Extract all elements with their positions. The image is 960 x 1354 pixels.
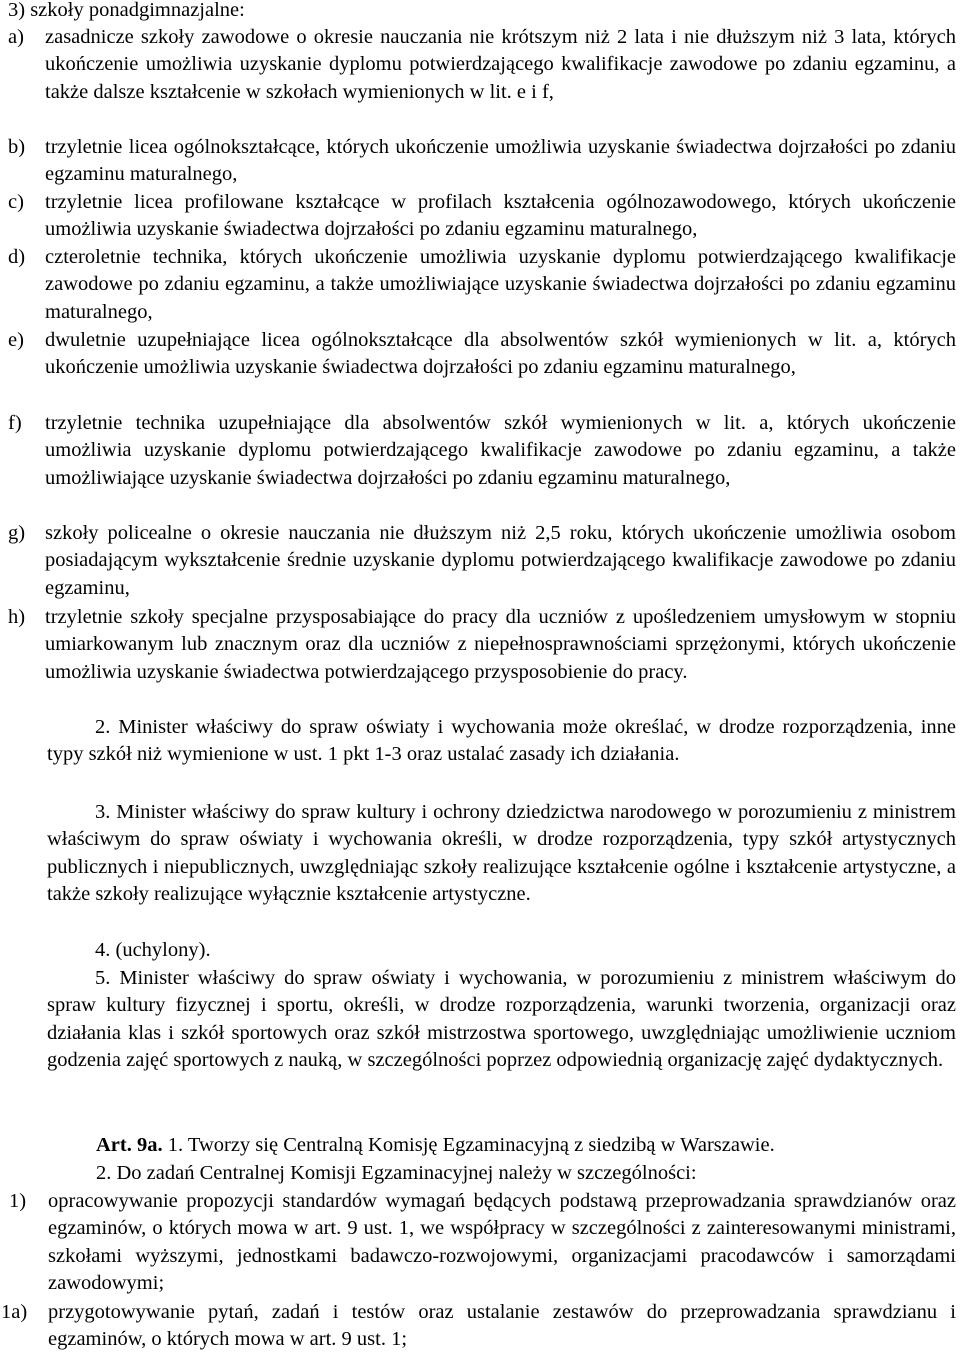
task-item-1a: [1, 1299, 956, 1354]
list-item-c: [8, 189, 956, 244]
list-item-text: czteroletnie technika, których ukończenie umożliwia uzyskanie dyplomu potwierdzającego kwalifikacje zawodowe po zdaniu egzaminu, a także umożliwiające uzyskanie świadectwa dojrzałości po zdaniu egzaminu maturalnego,: [45, 246, 956, 323]
list-item-f: [8, 410, 956, 492]
article-label: Art. 9a.: [96, 1134, 163, 1156]
task-item-text: przygotowywanie pytań, zadań i testów oraz ustalanie zestawów do przeprowadzania sprawdzianu i egzaminów, o których mowa w art. 9 ust. 1;: [48, 1301, 956, 1351]
list-item-e: [8, 327, 956, 382]
paragraph-3: 3. Minister właściwy do spraw kultury i ochrony dziedzictwa narodowego w porozumieniu z ministrem właściwym do spraw oświaty i wychowania określi, w drodze rozporządzenia, typy szkół artystycznych publicznych i niepublicznych, uwzględniając szkoły realizujące kształcenie ogólne i kształcenie artystyczne, a także szkoły realizujące wyłącznie kształcenie artystyczne.: [47, 801, 956, 906]
task-item-1: [9, 1188, 956, 1298]
list-item-label: b): [8, 136, 26, 158]
list-item-text: trzyletnie licea profilowane kształcące w profilach kształcenia ogólnozawodowego, których ukończenie umożliwia uzyskanie świadectwa dojrzałości po zdaniu egzaminu maturalnego,: [45, 191, 956, 241]
list-item-h: [8, 604, 956, 686]
article-text: 2. Do zadań Centralnej Komisji Egzaminacyjnej należy w szczególności:: [96, 1162, 697, 1184]
task-item-label: 1): [9, 1190, 27, 1212]
paragraph-5: 5. Minister właściwy do spraw oświaty i wychowania, w porozumieniu z ministrem właściwym do spraw kultury fizycznej i sportu, określi, w drodze rozporządzenia, warunki tworzenia, organizacji oraz działania klas i szkół sportowych oraz szkół mistrzostwa sportowego, uwzględniając umożliwienie uczniom godzenia zajęć sportowych z nauką, w szczególności poprzez odpowiednią organizację zajęć dydaktycznych.: [47, 967, 956, 1072]
article-text: 1. Tworzy się Centralną Komisję Egzaminacyjną z siedzibą w Warszawie.: [167, 1134, 775, 1156]
list-item-text: dwuletnie uzupełniające licea ogólnokształcące dla absolwentów szkół wymienionych w lit. a, których ukończenie umożliwia uzyskanie świadectwa dojrzałości po zdaniu egzaminu maturalnego,: [45, 329, 956, 379]
section-heading: 3) szkoły ponadgimnazjalne:: [8, 0, 245, 21]
list-item-b: [8, 134, 956, 189]
list-item-label: g): [8, 522, 26, 544]
task-item-label: 1a): [1, 1301, 28, 1323]
list-item-label: d): [8, 246, 26, 268]
list-item-text: trzyletnie szkoły specjalne przysposabiające do pracy dla uczniów z upośledzeniem umysłowym w stopniu umiarkowanym lub znacznym oraz dla uczniów z niepełnosprawnościami sprzężonymi, których ukończenie umożliwia uzyskanie świadectwa potwierdzającego przysposobienie do pracy.: [45, 606, 956, 683]
paragraph-4: 4. (uchylony).: [95, 939, 211, 961]
list-item-text: trzyletnie licea ogólnokształcące, których ukończenie umożliwia uzyskanie świadectwa dojrzałości po zdaniu egzaminu maturalnego,: [45, 136, 956, 186]
article-9a-line-2: [96, 1160, 697, 1187]
list-item-label: c): [8, 191, 24, 213]
list-item-d: [8, 244, 956, 326]
list-item-text: zasadnicze szkoły zawodowe o okresie nauczania nie krótszym niż 2 lata i nie dłuższym niż 3 lata, których ukończenie umożliwia uzyskanie dyplomu potwierdzającego kwalifikacje zawodowe po zdaniu egzaminu, a także dalsze kształcenie w szkołach wymienionych w lit. e i f,: [45, 26, 956, 103]
list-item-text: szkoły policealne o okresie nauczania nie dłuższym niż 2,5 roku, których ukończenie umożliwia osobom posiadającym wykształcenie średnie uzyskanie dyplomu potwierdzającego kwalifikacje zawodowe po zdaniu egzaminu,: [45, 522, 956, 599]
list-item-g: [8, 520, 956, 602]
paragraph-2: 2. Minister właściwy do spraw oświaty i wychowania może określać, w drodze rozporządzenia, inne typy szkół niż wymienione w ust. 1 pkt 1-3 oraz ustalać zasady ich działania.: [47, 716, 956, 766]
list-item-label: f): [8, 412, 22, 434]
list-item-a: [8, 24, 956, 106]
article-9a-line-1: [96, 1132, 775, 1159]
task-item-text: opracowywanie propozycji standardów wymagań będących podstawą przeprowadzania sprawdzianów oraz egzaminów, o których mowa w art. 9 ust. 1, we współpracy w szczególności z zainteresowanymi ministrami, szkołami wyższymi, jednostkami badawczo-rozwojowymi, organizacjami pracodawców i samorządami zawodowymi;: [48, 1190, 956, 1295]
list-item-label: e): [8, 329, 24, 351]
list-item-label: a): [8, 26, 24, 48]
list-item-text: trzyletnie technika uzupełniające dla absolwentów szkół wymienionych w lit. a, których ukończenie umożliwia uzyskanie dyplomu potwierdzającego kwalifikacje zawodowe po zdaniu egzaminu, a także umożliwiające uzyskanie świadectwa dojrzałości po zdaniu egzaminu maturalnego,: [45, 412, 956, 489]
list-item-label: h): [8, 606, 26, 628]
